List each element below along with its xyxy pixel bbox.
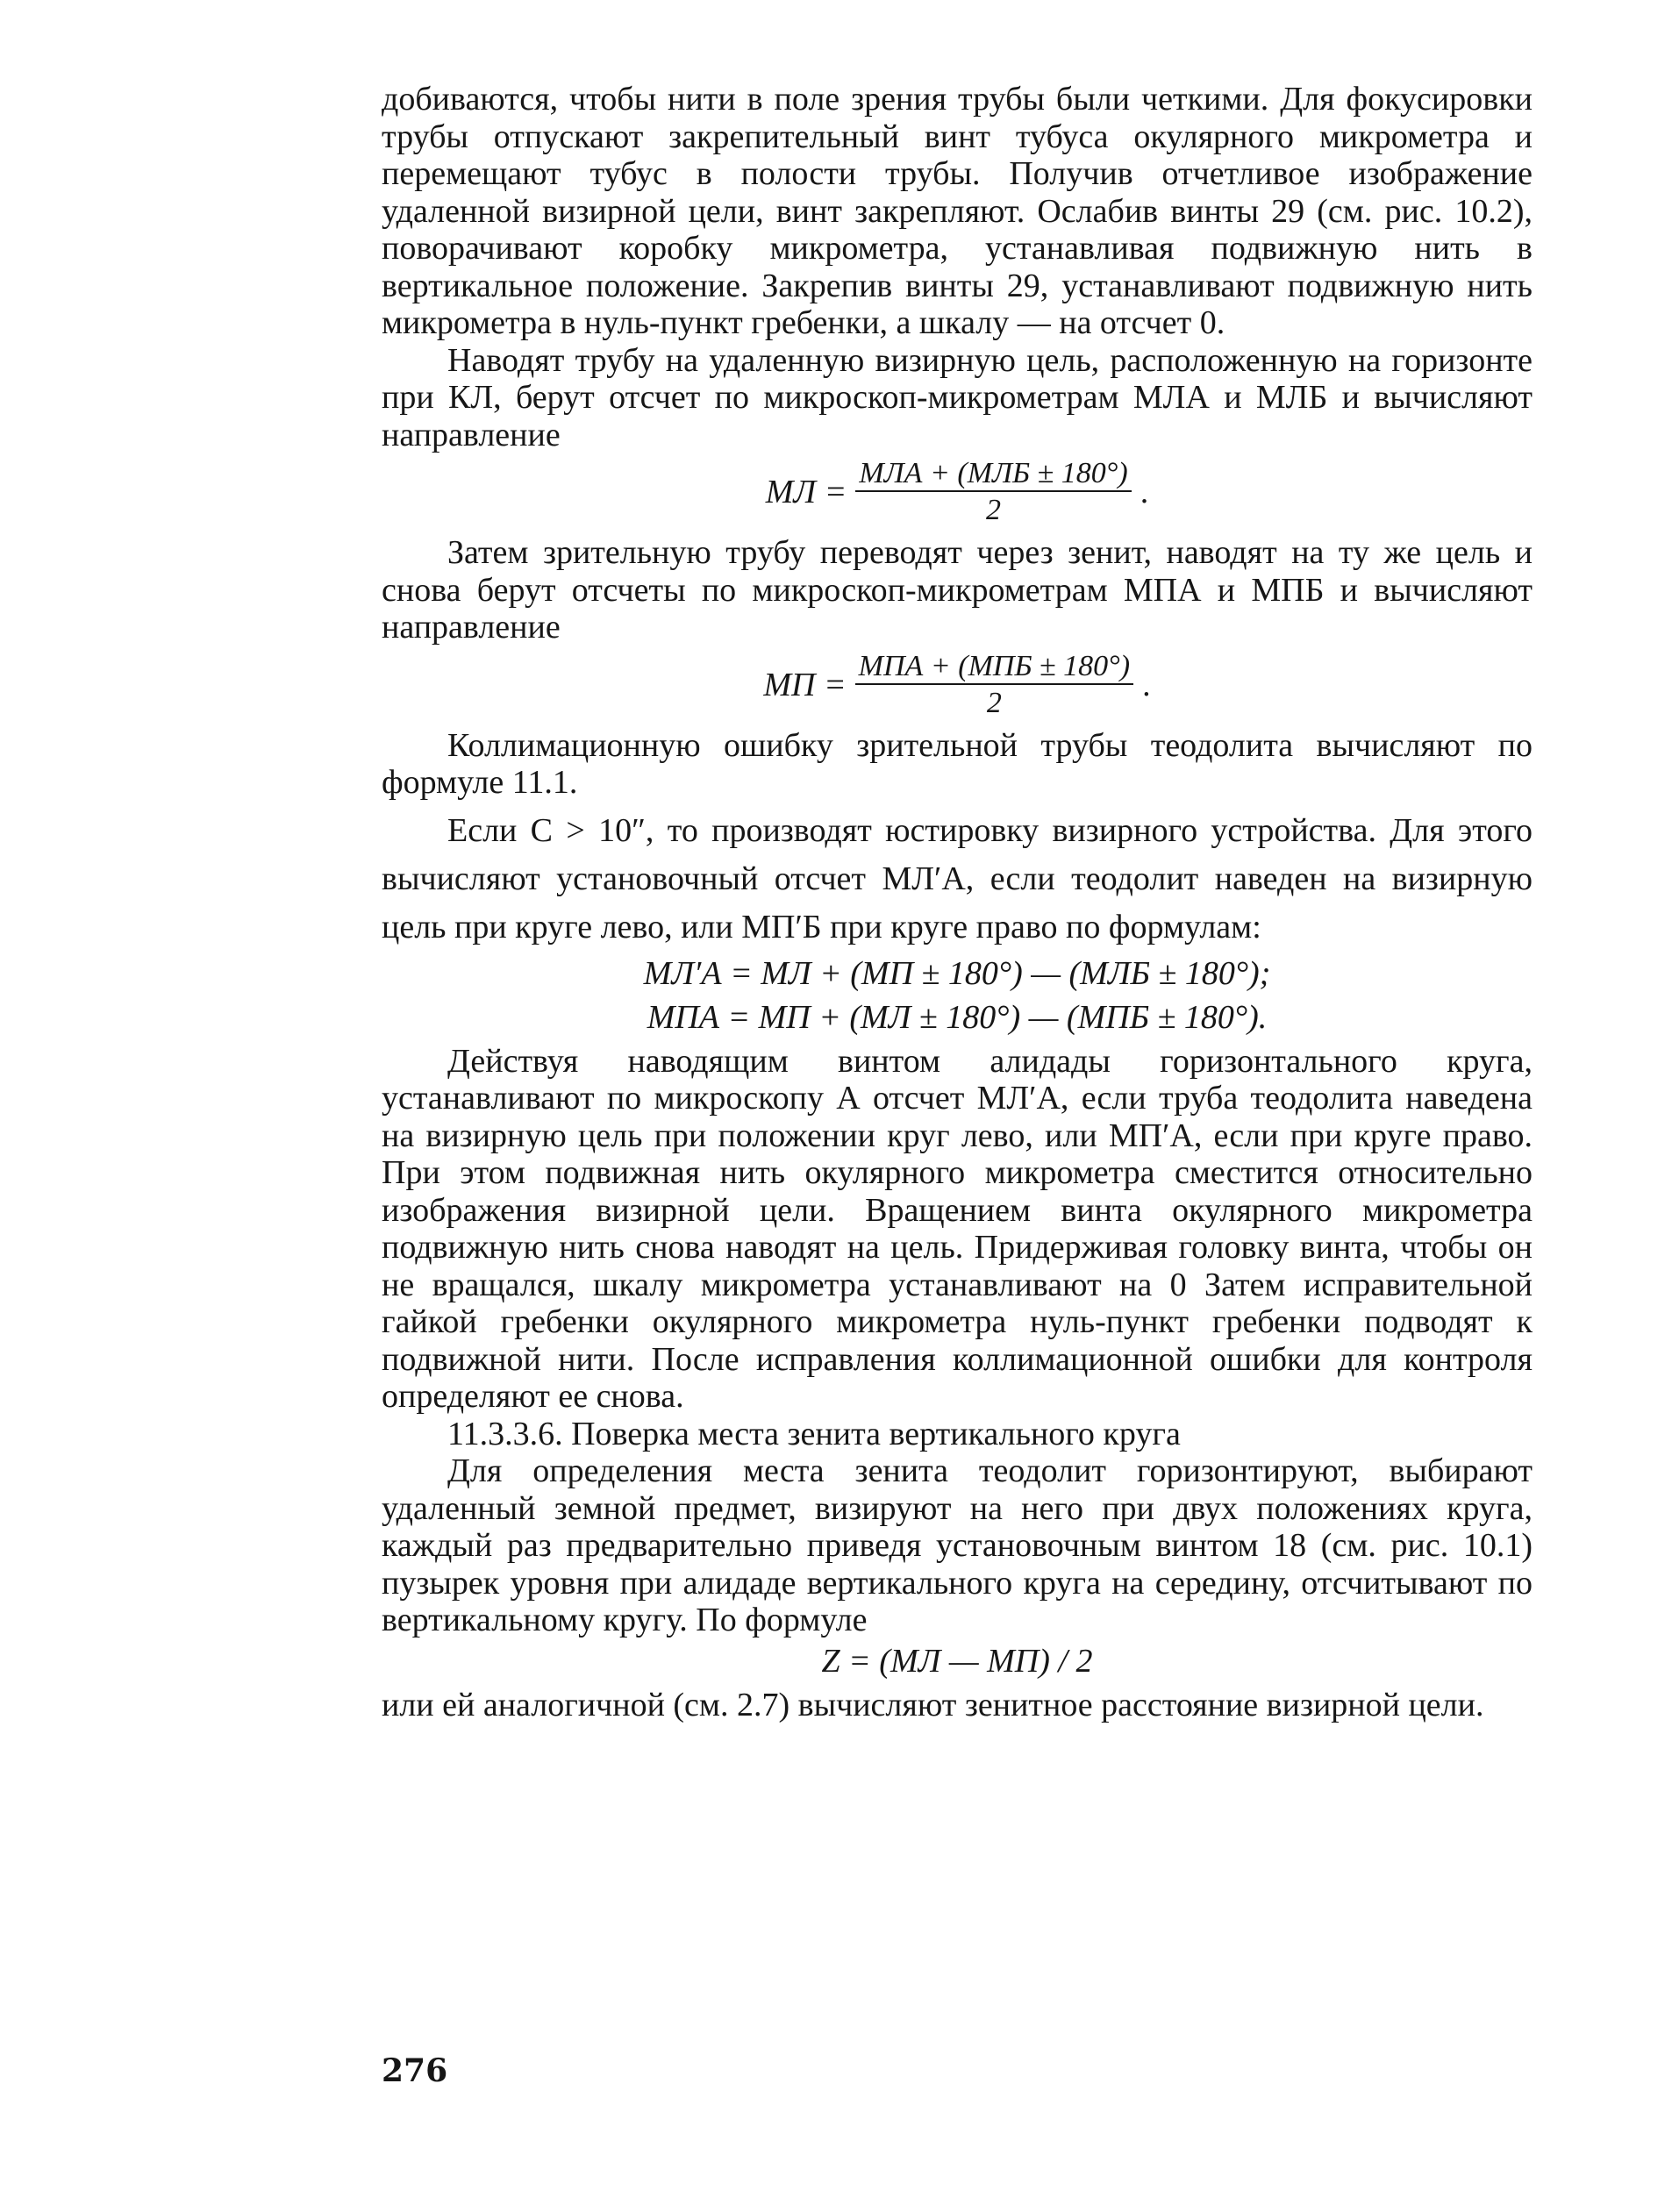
formula-ml-numerator: МЛА + (МЛБ ± 180°) bbox=[855, 457, 1131, 492]
formula-mp-setting: МПА = МП + (МЛ ± 180°) — (МПБ ± 180°). bbox=[647, 998, 1268, 1036]
paragraph-alidade-procedure: Действуя наводящим винтом алидады горизонтального круга, устанавливают по микроскопу А отсчет МЛ′А, если труба теодолита наведена на визирную цель при положении круг лево, или МП′А, если при круге право. При этом подвижная нить окулярного микрометра сместится относительно изображения визирной цели. Вращением винта окулярного микрометра подвижную нить снова наводят на цель. Придерживая головку винта, чтобы он не вращался, шкалу микрометра устанавливают на 0 Затем исправительной гайкой гребенки окулярного микрометра нуль-пункт гребенки подводят к подвижной нити. После исправления коллимационной ошибки для контроля определяют ее снова. bbox=[382, 1042, 1533, 1415]
paragraph-collimation-error: Коллимационную ошибку зрительной трубы теодолита вычисляют по формуле 11.1. bbox=[382, 726, 1533, 801]
page-body bbox=[382, 81, 1533, 1723]
formula-ml-denominator: 2 bbox=[986, 494, 1002, 526]
formula-ml-setting: МЛ′А = МЛ + (МП ± 180°) — (МЛБ ± 180°); bbox=[643, 954, 1271, 992]
formula-ml bbox=[382, 457, 1533, 527]
page-number: 276 bbox=[382, 2052, 448, 2089]
formula-ml-fraction bbox=[855, 457, 1131, 527]
formula-mp-fraction bbox=[855, 650, 1133, 720]
paragraph-focusing: добиваются, чтобы нити в поле зрения трубы были четкими. Для фокусировки трубы отпускают закрепительный винт тубуса окулярного микрометра и перемещают тубус в полости трубы. Получив отчетливое изображение удаленной визирной цели, винт закрепляют. Ослабив винты 29 (см. рис. 10.2), поворачивают коробку микрометра, устанавливая подвижную нить в вертикальное положение. Закрепив винты 29, устанавливают подвижную нить микрометра в нуль-пункт гребенки, а шкалу — на отсчет 0. bbox=[382, 81, 1533, 341]
formula-mp-end: . bbox=[1142, 666, 1151, 703]
section-heading: 11.3.3.6. Поверка места зенита вертикального круга bbox=[447, 1415, 1181, 1452]
paragraph-zenith-distance: или ей аналогичной (см. 2.7) вычисляют зенитное расстояние визирной цели. bbox=[382, 1686, 1484, 1723]
paragraph-circle-right: Затем зрительную трубу переводят через зенит, наводят на ту же цель и снова берут отсчеты по микроскоп-микрометрам МПА и МПБ и вычисляют направление bbox=[382, 534, 1533, 646]
paragraph-adjustment: Если C > 10″, то производят юстировку визирного устройства. Для этого вычисляют установочный отсчет МЛ′А, если теодолит наведен на визирную цель при круге лево, или МП′Б при круге право по формулам: bbox=[382, 811, 1533, 945]
formula-mp bbox=[382, 650, 1533, 720]
paragraph-circle-left: Наводят трубу на удаленную визирную цель, расположенную на горизонте при КЛ, берут отсчет по микроскоп-микрометрам МЛА и МЛБ и вычисляют направление bbox=[382, 341, 1533, 453]
formula-zenith: Z = (МЛ — МП) / 2 bbox=[821, 1642, 1093, 1680]
paragraph-zenith-place: Для определения места зенита теодолит горизонтируют, выбирают удаленный земной предмет, визируют на него при двух положениях круга, каждый раз предварительно приведя установочным винтом 18 (см. рис. 10.1) пузырек уровня при алидаде вертикального круга на середину, отсчитывают по вертикальному кругу. По формуле bbox=[382, 1452, 1533, 1638]
formula-ml-lhs: МЛ = bbox=[765, 474, 847, 510]
formula-mp-lhs: МП = bbox=[763, 666, 847, 703]
formula-ml-end: . bbox=[1140, 474, 1149, 510]
formula-mp-numerator: МПА + (МПБ ± 180°) bbox=[855, 650, 1133, 685]
formula-mp-denominator: 2 bbox=[986, 686, 1002, 719]
